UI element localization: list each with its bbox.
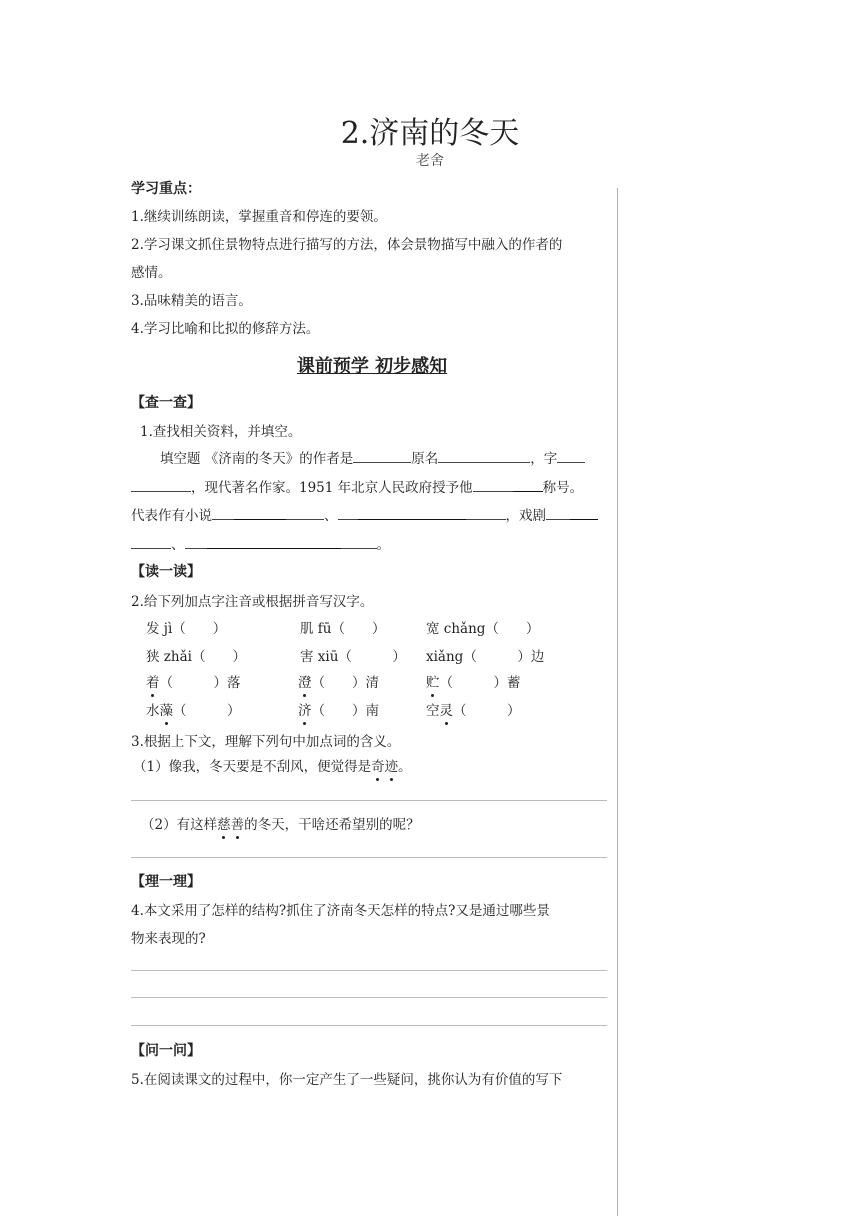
blank-author[interactable] xyxy=(353,450,411,463)
answer-line-5[interactable] xyxy=(131,1025,607,1026)
read-heading: 【读一读】 xyxy=(131,564,201,580)
question-1: 1.查找相关资料，并填空。 xyxy=(140,424,302,440)
dotted-char-item xyxy=(298,671,379,691)
fill-text: 代表作有小说 xyxy=(131,508,212,524)
blank-courtesy-name[interactable] xyxy=(557,450,585,463)
focus-item: 感情。 xyxy=(131,265,172,281)
blank-original-name[interactable] xyxy=(438,450,530,463)
margin-line xyxy=(617,188,618,1216)
blank-novel-1-end[interactable] xyxy=(286,507,324,520)
dotted-char: 贮 xyxy=(426,671,440,691)
dotted-word-char: 迹 xyxy=(385,755,399,775)
page-title: 2.济南的冬天 xyxy=(340,116,520,151)
blank-courtesy-name-cont[interactable] xyxy=(131,479,191,492)
fill-text: ，现代著名作家。1951 年北京人民政府授予他 xyxy=(191,480,473,496)
blank-drama-1[interactable] xyxy=(546,507,570,520)
dotted-word-char: 善 xyxy=(231,813,245,833)
question-3: 3.根据上下文，理解下列句中加点词的含义。 xyxy=(131,734,401,750)
dotted-char-item xyxy=(146,699,241,719)
blank-drama-2-end[interactable] xyxy=(341,536,377,549)
pinyin-item: 肌 fū（ ） xyxy=(300,621,386,637)
dotted-char-item xyxy=(146,671,241,691)
sentence-1 xyxy=(133,755,412,775)
fill-line-2 xyxy=(131,476,583,496)
check-heading: 【查一查】 xyxy=(131,395,201,411)
section-title: 课前预学 初步感知 xyxy=(296,356,448,377)
blank-novel-2[interactable] xyxy=(338,507,358,520)
focus-item: 1.继续训练朗读，掌握重音和停连的要领。 xyxy=(131,209,387,225)
sentence-text: （1）像我，冬天要是不刮风，便觉得是 xyxy=(133,759,372,775)
dotted-char: 灵 xyxy=(440,699,454,719)
fill-text: 、 xyxy=(171,537,185,553)
sentence-2 xyxy=(141,813,420,833)
dotted-char: 藻 xyxy=(160,699,174,719)
fill-text: 、 xyxy=(324,508,338,524)
pinyin-item: 狭 zhǎi（ ） xyxy=(146,649,246,665)
question-4: 4.本文采用了怎样的结构?抓住了济南冬天怎样的特点?又是通过哪些景 xyxy=(131,903,550,919)
blank-drama-2-mid[interactable] xyxy=(207,536,341,549)
sentence-text: （2）有这样 xyxy=(141,817,218,833)
author: 老舍 xyxy=(416,153,444,169)
fill-text: 填空题 《济南的冬天》的作者是 xyxy=(160,451,354,467)
plain-char: 水 xyxy=(146,703,160,719)
focus-item: 4.学习比喻和比拟的修辞方法。 xyxy=(131,321,320,337)
blank-novel-1-mid[interactable] xyxy=(234,507,286,520)
answer-line-4[interactable] xyxy=(131,997,607,998)
answer-slot: （ ）蓄 xyxy=(439,675,521,691)
dotted-word-char: 奇 xyxy=(371,755,385,775)
blank-novel-2-end[interactable] xyxy=(466,507,506,520)
blank-drama-1-end[interactable] xyxy=(570,507,598,520)
pinyin-item: 害 xiū（ ） xyxy=(300,649,406,665)
blank-title[interactable] xyxy=(473,479,513,492)
dotted-char-item xyxy=(426,699,521,719)
fill-text: ，字 xyxy=(530,451,558,467)
dotted-char-item xyxy=(426,671,521,691)
blank-drama-1-cont[interactable] xyxy=(131,536,171,549)
answer-slot: （ ）落 xyxy=(159,675,241,691)
answer-slot: （ ）南 xyxy=(311,703,379,719)
dotted-char: 着 xyxy=(146,671,160,691)
answer-slot: （ ） xyxy=(173,703,241,719)
dotted-char-item xyxy=(298,699,379,719)
sentence-text: 的冬天，干啥还希望别的呢？ xyxy=(244,817,420,833)
fill-text: ，戏剧 xyxy=(505,508,546,524)
ask-heading: 【问一问】 xyxy=(131,1043,201,1059)
answer-line-3[interactable] xyxy=(131,970,607,971)
fill-text: 原名 xyxy=(411,451,439,467)
answer-slot: （ ） xyxy=(453,703,521,719)
blank-novel-2-mid[interactable] xyxy=(358,507,466,520)
fill-line-3 xyxy=(131,504,598,524)
focus-item: 2.学习课文抓住景物特点进行描写的方法，体会景物描写中融入的作者的 xyxy=(131,237,563,253)
question-5: 5.在阅读课文的过程中，你一定产生了一些疑问，挑你认为有价值的写下 xyxy=(131,1072,563,1088)
blank-drama-2[interactable] xyxy=(185,536,207,549)
dotted-word-char: 慈 xyxy=(217,813,231,833)
answer-line-2[interactable] xyxy=(131,857,607,858)
pinyin-item: 发 jì（ ） xyxy=(146,621,227,637)
dotted-char: 澄 xyxy=(298,671,312,691)
blank-title-cont[interactable] xyxy=(513,479,543,492)
focus-heading: 学习重点： xyxy=(131,181,201,197)
question-4-cont: 物来表现的? xyxy=(131,931,206,947)
fill-text: 称号。 xyxy=(542,480,584,496)
sentence-text: 。 xyxy=(398,759,412,775)
answer-slot: （ ）清 xyxy=(311,675,379,691)
focus-item: 3.品味精美的语言。 xyxy=(131,293,252,309)
plain-char: 空 xyxy=(426,703,440,719)
fill-line-1 xyxy=(160,447,585,467)
answer-line-1[interactable] xyxy=(131,800,607,801)
pinyin-item: xiǎng（ ）边 xyxy=(426,649,545,665)
question-2: 2.给下列加点字注音或根据拼音写汉字。 xyxy=(131,594,374,610)
fill-line-4 xyxy=(131,533,390,553)
blank-novel-1[interactable] xyxy=(212,507,234,520)
sort-heading: 【理一理】 xyxy=(131,874,201,890)
fill-text: 。 xyxy=(376,537,390,553)
dotted-char: 济 xyxy=(298,699,312,719)
pinyin-item: 宽 chǎng（ ） xyxy=(426,621,540,637)
